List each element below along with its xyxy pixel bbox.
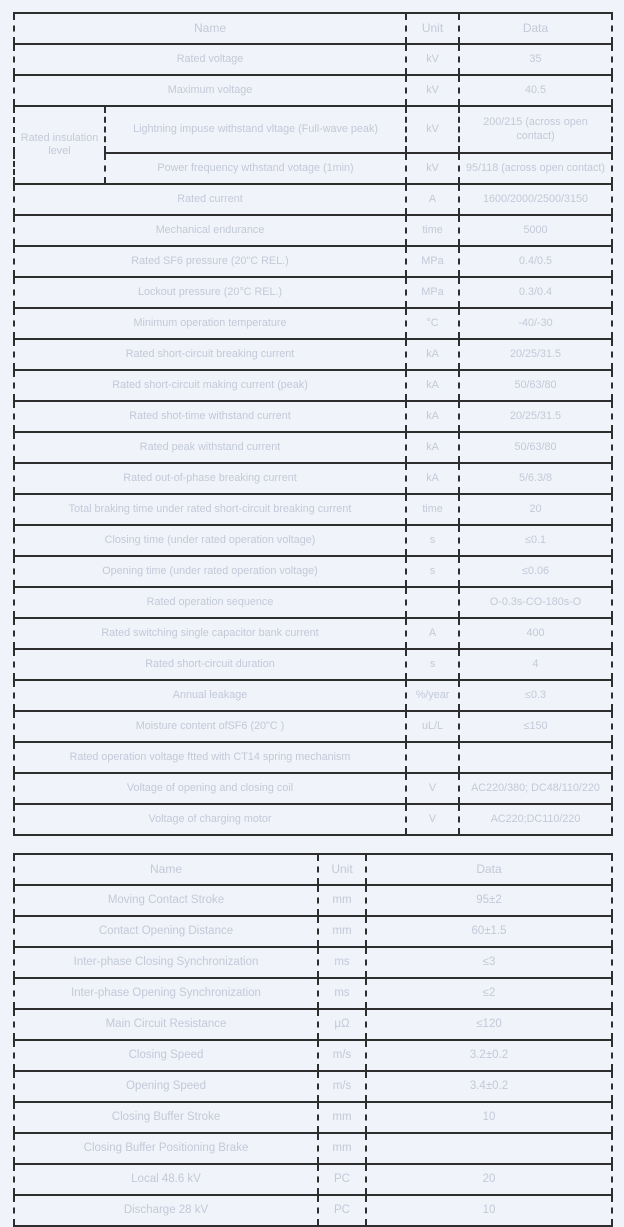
name-cell: Annual leakage	[14, 680, 406, 711]
spec-row	[14, 804, 612, 835]
unit-cell: m/s	[318, 1040, 366, 1071]
unit-cell: kA	[406, 401, 459, 432]
spec-row	[14, 44, 612, 75]
name-cell: Moving Contact Stroke	[14, 885, 318, 916]
spec-row	[14, 106, 612, 153]
name-cell: Rated SF6 pressure (20"C REL.)	[14, 246, 406, 277]
unit-column-header: Unit	[318, 854, 366, 885]
unit-cell: kA	[406, 370, 459, 401]
name-cell: Minimum operation temperature	[14, 308, 406, 339]
data-cell: ≤0.06	[459, 556, 612, 587]
data-cell: O-0.3s-CO-180s-O	[459, 587, 612, 618]
data-cell: 200/215 (across open contact)	[459, 106, 612, 153]
name-column-header: Name	[14, 13, 406, 44]
spec-row	[14, 556, 612, 587]
data-cell: 20	[459, 494, 612, 525]
spec-row	[14, 1040, 612, 1071]
name-cell: Rated short-circuit duration	[14, 649, 406, 680]
name-cell: Opening time (under rated operation voltage)	[14, 556, 406, 587]
spec-row	[14, 432, 612, 463]
name-cell: Rated switching single capacitor bank current	[14, 618, 406, 649]
unit-cell: mm	[318, 916, 366, 947]
spec-row	[14, 246, 612, 277]
name-cell: Opening Speed	[14, 1071, 318, 1102]
name-cell: Contact Opening Distance	[14, 916, 318, 947]
data-cell: 60±1.5	[366, 916, 612, 947]
unit-cell: PC	[318, 1164, 366, 1195]
spec-row	[14, 1071, 612, 1102]
spec-row	[14, 215, 612, 246]
data-cell: 95/118 (across open contact)	[459, 153, 612, 184]
unit-cell: kV	[406, 75, 459, 106]
data-cell: 10	[366, 1195, 612, 1226]
data-cell	[366, 1133, 612, 1164]
name-cell: Voltage of charging motor	[14, 804, 406, 835]
data-cell: AC220/380; DC48/110/220	[459, 773, 612, 804]
data-cell: ≤0.3	[459, 680, 612, 711]
name-cell: Rated operation voltage ftted with CT14 spring mechanism	[14, 742, 406, 773]
data-cell	[459, 742, 612, 773]
data-cell: 35	[459, 44, 612, 75]
unit-cell: kV	[406, 153, 459, 184]
spec-row	[14, 184, 612, 215]
unit-cell: s	[406, 649, 459, 680]
name-cell: Closing Buffer Positioning Brake	[14, 1133, 318, 1164]
group-label-cell: Rated insulation level	[14, 106, 105, 184]
name-cell: Power frequency wthstand votage (1min)	[105, 153, 406, 184]
name-cell: Local 48.6 kV	[14, 1164, 318, 1195]
data-cell: 95±2	[366, 885, 612, 916]
unit-cell: mm	[318, 885, 366, 916]
name-cell: Rated out-of-phase breaking current	[14, 463, 406, 494]
name-cell: Lightning impuse withstand vltage (Full-wave peak)	[105, 106, 406, 153]
unit-cell: kV	[406, 44, 459, 75]
data-cell: 3.4±0.2	[366, 1071, 612, 1102]
spec-row	[14, 1195, 612, 1226]
name-cell: Rated current	[14, 184, 406, 215]
unit-cell: °C	[406, 308, 459, 339]
data-cell: ≤0.1	[459, 525, 612, 556]
data-column-header: Data	[366, 854, 612, 885]
data-cell: 3.2±0.2	[366, 1040, 612, 1071]
data-cell: 0.3/0.4	[459, 277, 612, 308]
name-cell: Rated short-circuit making current (peak)	[14, 370, 406, 401]
name-cell: Discharge 28 kV	[14, 1195, 318, 1226]
data-cell: AC220;DC110/220	[459, 804, 612, 835]
data-cell: ≤150	[459, 711, 612, 742]
unit-cell: time	[406, 215, 459, 246]
spec-row	[14, 1164, 612, 1195]
unit-cell: %/year	[406, 680, 459, 711]
unit-cell: s	[406, 525, 459, 556]
data-cell: ≤2	[366, 978, 612, 1009]
unit-cell: MPa	[406, 277, 459, 308]
unit-cell: m/s	[318, 1071, 366, 1102]
spec-row	[14, 401, 612, 432]
name-cell: Closing Speed	[14, 1040, 318, 1071]
data-cell: 1600/2000/2500/3150	[459, 184, 612, 215]
spec-row	[14, 773, 612, 804]
name-cell: Voltage of opening and closing coil	[14, 773, 406, 804]
unit-cell: mm	[318, 1133, 366, 1164]
unit-cell: PC	[318, 1195, 366, 1226]
data-cell: 0.4/0.5	[459, 246, 612, 277]
unit-cell: mm	[318, 1102, 366, 1133]
data-cell: 400	[459, 618, 612, 649]
name-cell: Inter-phase Opening Synchronization	[14, 978, 318, 1009]
unit-cell: kA	[406, 339, 459, 370]
data-cell: 5000	[459, 215, 612, 246]
spec-row	[14, 649, 612, 680]
unit-column-header: Unit	[406, 13, 459, 44]
spec-row	[14, 463, 612, 494]
spec-row	[14, 885, 612, 916]
unit-cell: uL/L	[406, 711, 459, 742]
spec-row	[14, 947, 612, 978]
spec-row	[14, 1102, 612, 1133]
unit-cell: A	[406, 184, 459, 215]
name-cell: Rated operation sequence	[14, 587, 406, 618]
data-column-header: Data	[459, 13, 612, 44]
name-cell: Rated voltage	[14, 44, 406, 75]
spec-row	[14, 711, 612, 742]
spec-row	[14, 370, 612, 401]
spec-row	[14, 525, 612, 556]
spec-row	[14, 1009, 612, 1040]
ratings-spec-table	[13, 12, 613, 836]
data-cell: 20/25/31.5	[459, 401, 612, 432]
unit-cell: s	[406, 556, 459, 587]
name-cell: Rated peak withstand current	[14, 432, 406, 463]
spec-row	[14, 494, 612, 525]
name-cell: Closing time (under rated operation voltage)	[14, 525, 406, 556]
name-cell: Lockout pressure (20°C REL.)	[14, 277, 406, 308]
unit-cell	[406, 742, 459, 773]
data-cell: 10	[366, 1102, 612, 1133]
unit-cell: V	[406, 773, 459, 804]
data-cell: 50/63/80	[459, 432, 612, 463]
data-cell: 50/63/80	[459, 370, 612, 401]
unit-cell: μΩ	[318, 1009, 366, 1040]
name-column-header: Name	[14, 854, 318, 885]
data-cell: 40.5	[459, 75, 612, 106]
data-cell: 4	[459, 649, 612, 680]
data-cell: ≤120	[366, 1009, 612, 1040]
spec-row	[14, 339, 612, 370]
name-cell: Total braking time under rated short-circuit breaking current	[14, 494, 406, 525]
name-cell: Inter-phase Closing Synchronization	[14, 947, 318, 978]
name-cell: Mechanical endurance	[14, 215, 406, 246]
unit-cell: kA	[406, 432, 459, 463]
unit-cell: kA	[406, 463, 459, 494]
spec-row	[14, 618, 612, 649]
data-cell: 20/25/31.5	[459, 339, 612, 370]
data-cell: -40/-30	[459, 308, 612, 339]
header-row	[14, 13, 612, 44]
name-cell: Closing Buffer Stroke	[14, 1102, 318, 1133]
spec-row	[14, 916, 612, 947]
table-gap	[13, 836, 611, 853]
spec-row	[14, 978, 612, 1009]
name-cell: Main Circuit Resistance	[14, 1009, 318, 1040]
unit-cell: MPa	[406, 246, 459, 277]
name-cell: Rated shot-time withstand current	[14, 401, 406, 432]
data-cell: ≤3	[366, 947, 612, 978]
unit-cell	[406, 587, 459, 618]
name-cell: Rated short-circuit breaking current	[14, 339, 406, 370]
spec-row	[14, 742, 612, 773]
unit-cell: V	[406, 804, 459, 835]
unit-cell: ms	[318, 978, 366, 1009]
data-cell: 20	[366, 1164, 612, 1195]
name-cell: Moisture content ofSF6 (20"C )	[14, 711, 406, 742]
data-cell: 5/6.3/8	[459, 463, 612, 494]
spec-row	[14, 277, 612, 308]
spec-row	[14, 587, 612, 618]
unit-cell: ms	[318, 947, 366, 978]
unit-cell: A	[406, 618, 459, 649]
mechanical-spec-table	[13, 853, 613, 1227]
name-cell: Maximum voltage	[14, 75, 406, 106]
spec-row	[14, 1133, 612, 1164]
unit-cell: time	[406, 494, 459, 525]
spec-row	[14, 308, 612, 339]
spec-row	[14, 680, 612, 711]
header-row	[14, 854, 612, 885]
spec-row	[14, 75, 612, 106]
unit-cell: kV	[406, 106, 459, 153]
